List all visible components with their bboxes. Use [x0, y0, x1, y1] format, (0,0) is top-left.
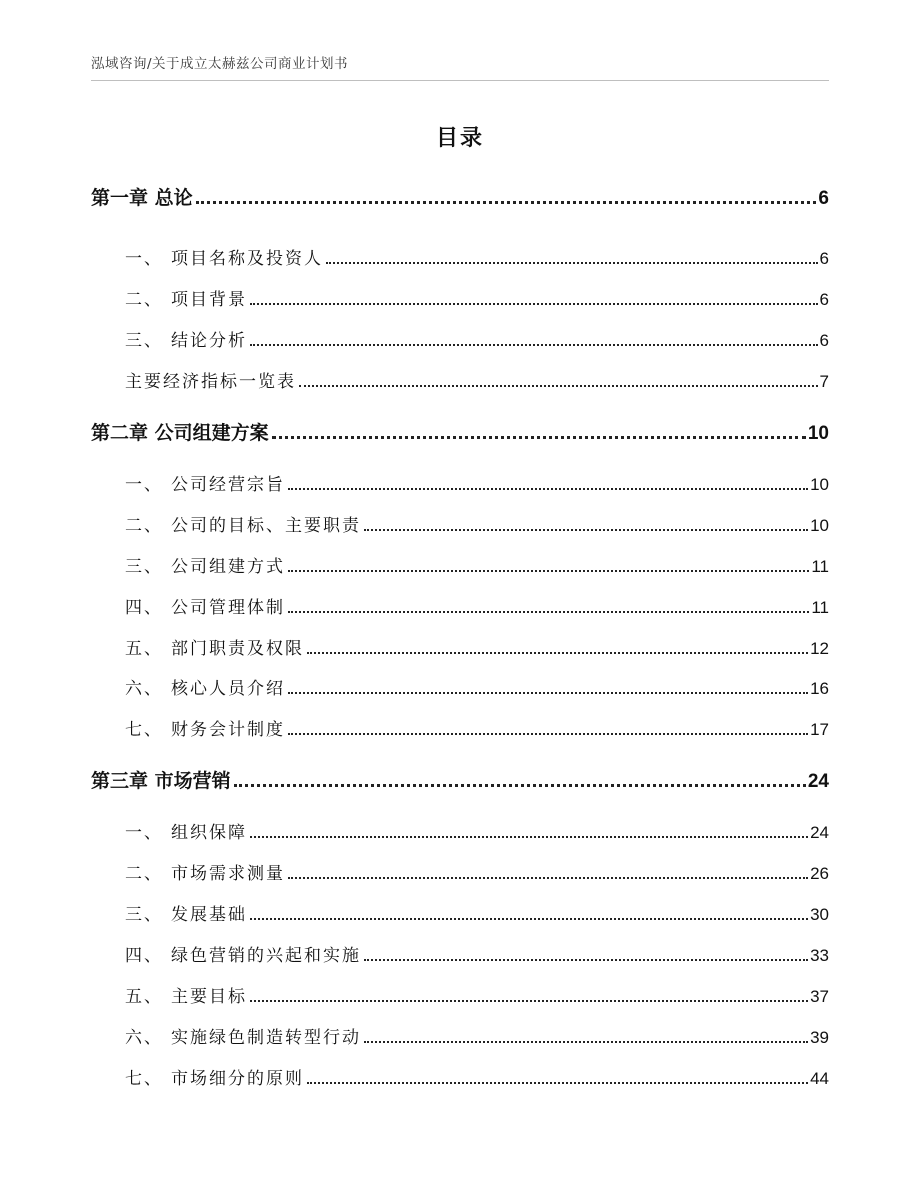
toc-page-number: 24 [807, 771, 829, 792]
toc-entry-number: 五、 [125, 639, 163, 659]
toc-entry-title [125, 1067, 304, 1091]
toc-entry-number: 二、 [125, 864, 163, 884]
toc-entry-number: 二、 [125, 516, 163, 536]
toc-page-number: 11 [811, 557, 829, 576]
toc-entry-title [125, 555, 285, 579]
toc-entry-label: 实施绿色制造转型行动 [171, 1028, 361, 1048]
toc-section-entry[interactable] [125, 821, 829, 845]
dot-leader [272, 436, 806, 439]
toc-section-entry[interactable] [125, 944, 829, 968]
dot-leader [288, 570, 809, 572]
toc-section-entry[interactable] [125, 985, 829, 1009]
toc-entry-label: 第三章 市场营销 [91, 770, 231, 792]
toc-page-number: 26 [810, 864, 829, 883]
toc-section-entry[interactable] [125, 718, 829, 742]
toc-section-entry[interactable] [125, 903, 829, 927]
toc-entry-label: 第一章 总论 [91, 187, 193, 209]
toc-chapter-entry[interactable] [91, 421, 829, 445]
toc-entry-number: 一、 [125, 249, 163, 269]
toc-entry-title [125, 329, 247, 353]
toc-entry-title [125, 903, 247, 927]
toc-entry-title [91, 769, 231, 793]
toc-entry-label: 公司组建方式 [171, 557, 285, 577]
toc-page-number: 44 [810, 1069, 829, 1088]
dot-leader [364, 529, 808, 531]
dot-leader [288, 488, 808, 490]
toc-entry-label: 绿色营销的兴起和实施 [171, 946, 361, 966]
toc-page-number: 16 [810, 679, 829, 698]
toc-entry-title [125, 514, 361, 538]
toc-chapter-entry[interactable] [91, 186, 829, 210]
toc-section-entry[interactable] [125, 370, 829, 394]
toc-entry-label: 市场需求测量 [171, 864, 285, 884]
toc-section-entry[interactable] [125, 473, 829, 497]
toc-page-number: 30 [810, 905, 829, 924]
toc-entry-label: 项目背景 [171, 290, 247, 310]
dot-leader [250, 303, 818, 305]
toc-page-number: 12 [810, 639, 829, 658]
dot-leader [250, 1000, 808, 1002]
dot-leader [250, 344, 818, 346]
toc-page-number: 10 [807, 423, 829, 444]
toc-entry-label: 发展基础 [171, 905, 247, 925]
toc-section-entry[interactable] [125, 637, 829, 661]
toc-entry-label: 公司的目标、主要职责 [171, 516, 361, 536]
toc-entry-number: 一、 [125, 823, 163, 843]
toc-section-entry[interactable] [125, 596, 829, 620]
toc-entry-label: 市场细分的原则 [171, 1069, 304, 1089]
toc-section-entry[interactable] [125, 514, 829, 538]
dot-leader [288, 877, 808, 879]
toc-entry-title [91, 421, 269, 445]
dot-leader [307, 652, 808, 654]
toc-title: 目录 [435, 126, 484, 151]
toc-section-entry[interactable] [125, 555, 829, 579]
toc-section-entry[interactable] [125, 677, 829, 701]
toc-section-entry[interactable] [125, 288, 829, 312]
toc-page-number: 7 [819, 372, 829, 391]
toc-page-number: 33 [810, 946, 829, 965]
toc-entry-number: 三、 [125, 331, 163, 351]
dot-leader [299, 385, 818, 387]
toc-entry-number: 六、 [125, 679, 163, 699]
running-header: 泓域咨询/关于成立太赫兹公司商业计划书 [91, 56, 349, 72]
toc-entry-label: 公司经营宗旨 [171, 475, 285, 495]
toc-entry-number: 二、 [125, 290, 163, 310]
toc-entry-label: 核心人员介绍 [171, 679, 285, 699]
toc-entry-number: 一、 [125, 475, 163, 495]
toc-page-number: 39 [810, 1028, 829, 1047]
toc-entry-number: 七、 [125, 720, 163, 740]
toc-entry-title [125, 821, 247, 845]
toc-page-number: 6 [819, 249, 829, 268]
toc-page-number: 6 [819, 290, 829, 309]
dot-leader [288, 611, 809, 613]
toc-entry-label: 部门职责及权限 [171, 639, 304, 659]
toc-entry-number: 六、 [125, 1028, 163, 1048]
toc-entry-number: 四、 [125, 946, 163, 966]
toc-entry-number: 四、 [125, 598, 163, 618]
toc-entry-number: 三、 [125, 905, 163, 925]
toc-entry-title [125, 288, 247, 312]
toc-chapter-entry[interactable] [91, 769, 829, 793]
toc-entry-label: 结论分析 [171, 331, 247, 351]
toc-entry-label: 项目名称及投资人 [171, 249, 323, 269]
dot-leader [250, 918, 808, 920]
dot-leader [364, 1041, 808, 1043]
toc-entry-title [125, 596, 285, 620]
toc-page-number: 11 [811, 598, 829, 617]
toc-page-number: 10 [810, 516, 829, 535]
toc-entry-title [125, 944, 361, 968]
toc-entry-label: 财务会计制度 [171, 720, 285, 740]
toc-entry-title [125, 718, 285, 742]
toc-section-entry[interactable] [125, 1026, 829, 1050]
toc-page-number: 37 [810, 987, 829, 1006]
toc-entry-label: 主要经济指标一览表 [125, 372, 296, 392]
toc-entry-label: 主要目标 [171, 987, 247, 1007]
toc-section-entry[interactable] [125, 862, 829, 886]
dot-leader [307, 1082, 808, 1084]
dot-leader [250, 836, 808, 838]
dot-leader [364, 959, 808, 961]
toc-entry-title [125, 473, 285, 497]
toc-entry-label: 组织保障 [171, 823, 247, 843]
toc-entry-title [91, 186, 193, 210]
toc-section-entry[interactable] [125, 329, 829, 353]
toc-entry-title [125, 985, 247, 1009]
toc-section-entry[interactable] [125, 247, 829, 271]
dot-leader [288, 733, 808, 735]
toc-entry-number: 七、 [125, 1069, 163, 1089]
toc-entry-label: 公司管理体制 [171, 598, 285, 618]
toc-entry-title [125, 637, 304, 661]
dot-leader [234, 784, 806, 787]
dot-leader [326, 262, 818, 264]
dot-leader [288, 692, 808, 694]
toc-page-number: 17 [810, 720, 829, 739]
toc-page-number: 6 [818, 188, 829, 209]
toc-page-number: 6 [819, 331, 829, 350]
toc-page-number: 10 [810, 475, 829, 494]
dot-leader [196, 201, 817, 204]
toc-section-entry[interactable] [125, 1067, 829, 1091]
toc-entry-title [125, 247, 323, 271]
toc-entry-label: 第二章 公司组建方案 [91, 422, 269, 444]
toc-entry-title [125, 862, 285, 886]
toc-entry-title [125, 677, 285, 701]
toc-entry-number: 三、 [125, 557, 163, 577]
toc-page-number: 24 [810, 823, 829, 842]
toc-entry-number: 五、 [125, 987, 163, 1007]
toc-entry-title [125, 370, 296, 394]
toc-entry-title [125, 1026, 361, 1050]
